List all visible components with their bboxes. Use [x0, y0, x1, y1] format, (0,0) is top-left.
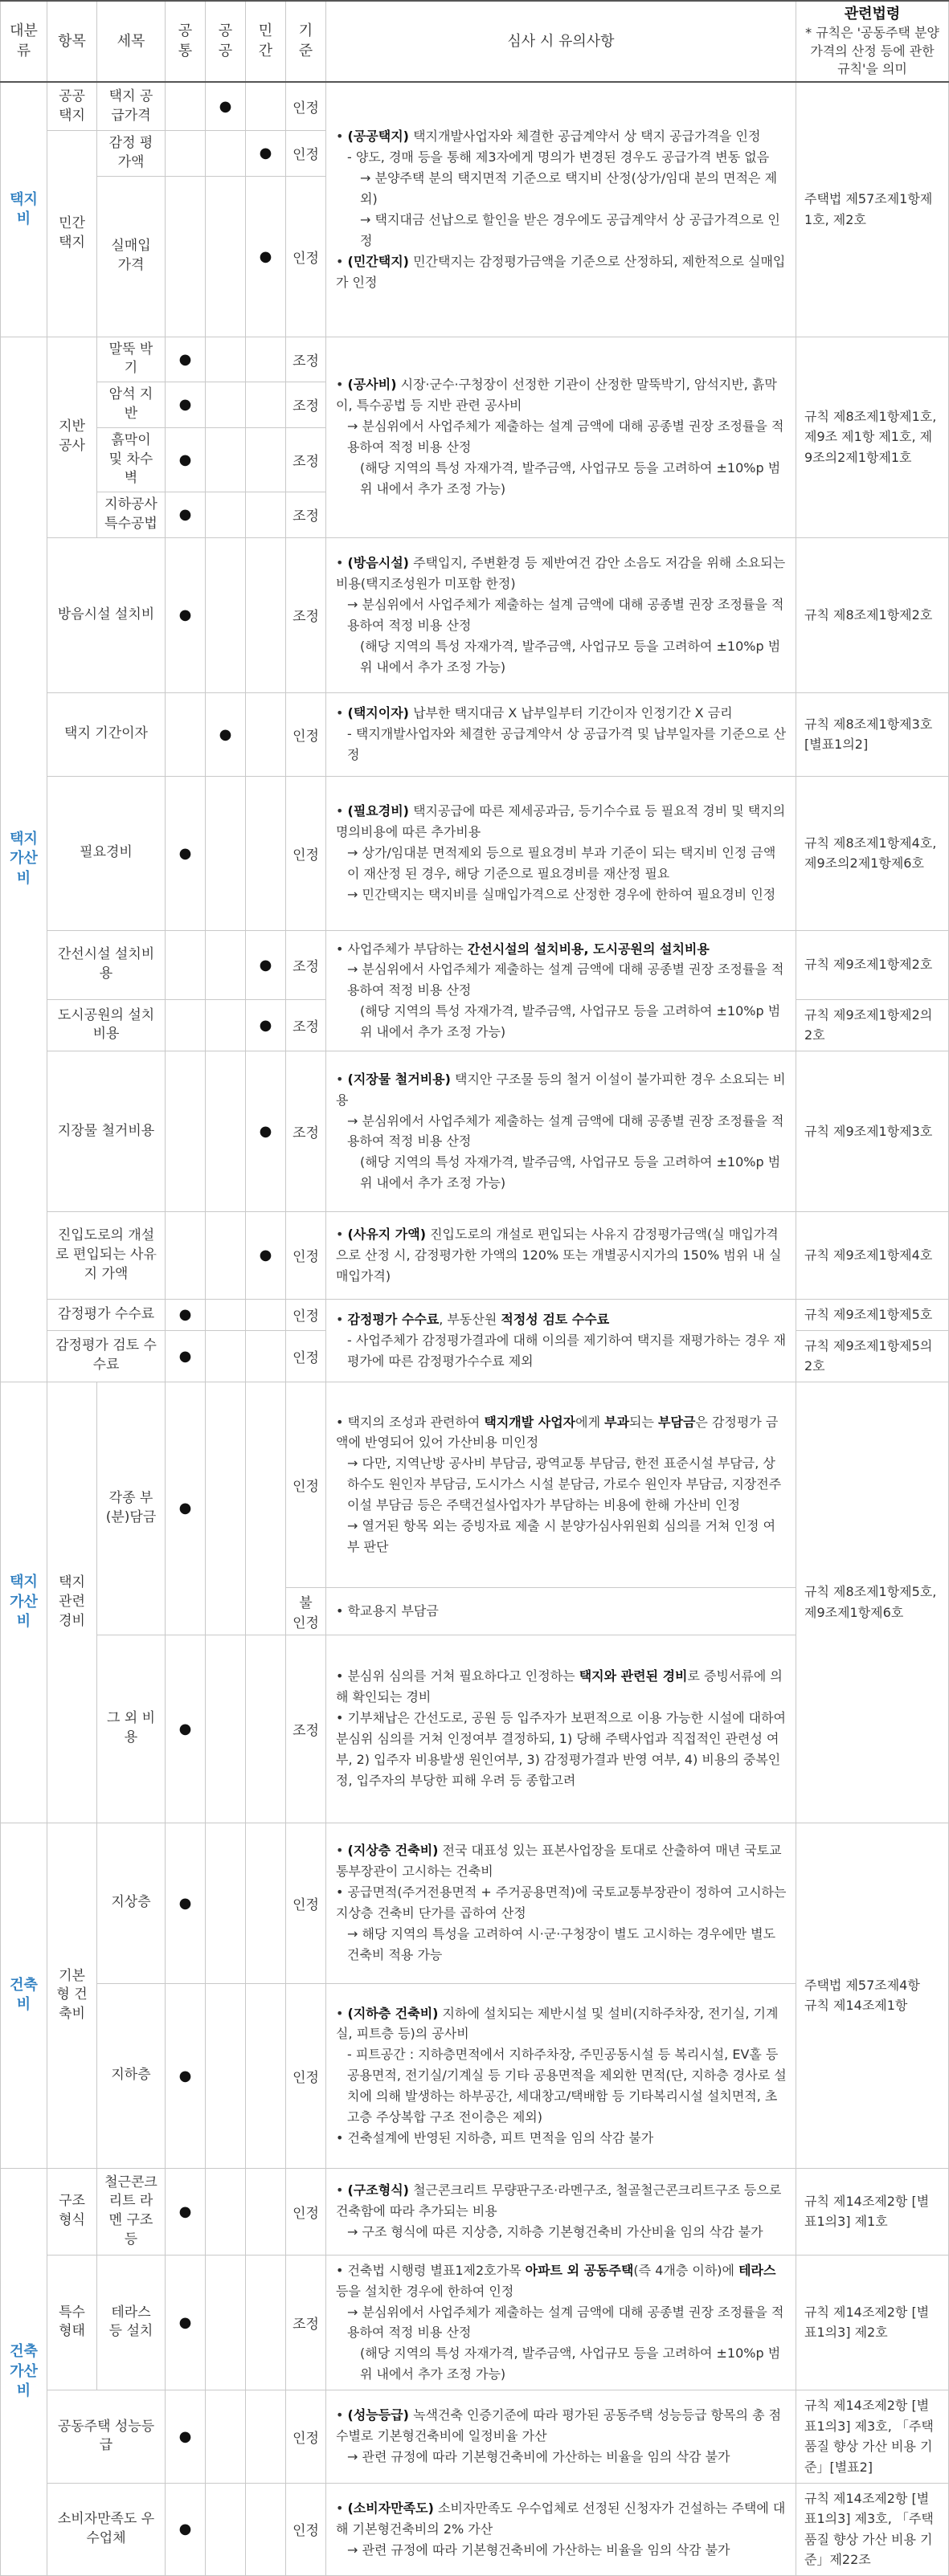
law-perf: 규칙 제14조제2항 [별표1의3] 제3호, 「주택품질 향상 가산 비용 기준」[별표2] — [796, 2390, 949, 2483]
standard-value: 조정 — [286, 382, 326, 428]
detail-burden: 각종 부(분)담금 — [97, 1382, 166, 1635]
note-line: • (택지이자) 납부한 택지대금 X 납부일부터 기간이자 인정기간 X 금리 — [336, 705, 733, 721]
note-line: → 택지대금 선납으로 할인을 받은 경우에도 공급계약서 상 공급가격으로 인정 — [360, 212, 780, 248]
table-row — [1, 1299, 949, 1330]
note-line: (해당 지역의 특성 자재가격, 발주금액, 사업규모 등을 고려하여 ±10%p 범위 내에서 추가 조정 가능) — [360, 2345, 781, 2382]
note-line: • 건축법 시행령 별표1제2호가목 아파트 외 공동주택(즉 4개층 이하)에 테라스 등을 설치한 경우에 한하여 인정 — [336, 2262, 776, 2299]
detail-land-supply: 택지 공급가격 — [97, 82, 166, 130]
note-line: → 해당 지역의 특성을 고려하여 시·군·구청장이 별도 고시하는 경우에만 별도 건축비 적용 가능 — [347, 1926, 776, 1963]
dot-mark: ● — [166, 382, 206, 428]
law-ground: 규칙 제8조제1항제1호, 제9조 제1항 제1호, 제9조의2제1항제1호 — [796, 337, 949, 537]
note-line: • 택지의 조성과 관련하여 택지개발 사업자에게 부과되는 부담금은 감정평가 금액에 반영되어 있어 가산비용 미인정 — [336, 1414, 779, 1451]
dot-mark: ● — [246, 1051, 286, 1211]
dot-mark: ● — [206, 692, 246, 776]
standard-value: 인정 — [286, 1382, 326, 1587]
standard-value: 인정 — [286, 1983, 326, 2168]
detail-steel: 철근콘크 리트 라멘 구조 등 — [97, 2168, 166, 2255]
standard-value: 인정 — [286, 1823, 326, 1983]
standard-value: 인정 — [286, 776, 326, 930]
law-demolish: 규칙 제9조제1항제3호 — [796, 1051, 949, 1211]
law-steel: 규칙 제14조제2항 [별표1의3] 제1호 — [796, 2168, 949, 2255]
category-build: 건축비 — [1, 1823, 47, 2168]
standard-value: 인정 — [286, 692, 326, 776]
law-consumer: 규칙 제14조제2항 [별표1의3] 제3호, 「주택품질 향상 가산 비용 기준」제22조 — [796, 2483, 949, 2575]
note-line: → 분양주택 분의 택지면적 기준으로 택지비 산정(상가/임대 분의 면적은 제외) — [360, 170, 778, 207]
note-line: → 열거된 항목 외는 증빙자료 제출 시 분양가심사위원회 심의를 거쳐 인정 여부 판단 — [347, 1518, 776, 1554]
table-row — [1, 82, 949, 130]
note-line: • (소비자만족도) 소비자만족도 우수업체로 선정된 신청자가 건설하는 주택에 대해 기본형건축비의 2% 가산 — [336, 2500, 786, 2537]
note-line: • (지하층 건축비) 지하에 설치되는 제반시설 및 설비(지하주차장, 전기실, 기계실, 피트층 등)의 공사비 — [336, 2005, 779, 2042]
table-row — [1, 776, 949, 930]
note-line: → 분심위에서 사업주체가 제출하는 설계 금액에 대해 공종별 권장 조정률을 적용하여 적정 비용 산정 — [347, 2304, 784, 2341]
note-line: → 관련 규정에 따라 기본형건축비에 가산하는 비율을 임의 삭감 불가 — [347, 2449, 730, 2465]
header-law-sub: * 규칙은 '공동주택 분양가격의 산정 등에 관한 규칙'을 의미 — [805, 25, 939, 77]
note-line: • (지장물 철거비용) 택지안 구조물 등의 철거 이설이 불가피한 경우 소요되는 비용 — [336, 1071, 786, 1108]
note-line: → 관련 규정에 따라 기본형건축비에 가산하는 비율을 임의 삭감 불가 — [347, 2541, 730, 2558]
dot-mark: ● — [166, 2255, 206, 2390]
dot-mark: ● — [166, 537, 206, 692]
note-line: • (구조형식) 철근콘크리트 무량판구조·라멘구조, 철골철근콘크리트구조 등으로 건축함에 따라 추가되는 비용 — [336, 2182, 782, 2219]
category-land-add-1: 택지 가산비 — [1, 337, 47, 1382]
standard-value: 인정 — [286, 2168, 326, 2255]
note-below-ground — [326, 1983, 796, 2168]
note-line: (해당 지역의 특성 자재가격, 발주금액, 사업규모 등을 고려하여 ±10%p 범위 내에서 추가 조정 가능) — [360, 460, 781, 496]
note-line: • (필요경비) 택지공급에 따른 제세공과금, 등기수수료 등 필요적 경비 및 택지의 명의비용에 따른 추가비용 — [336, 803, 786, 840]
note-soundproof — [326, 537, 796, 692]
note-demolish — [326, 1051, 796, 1211]
note-consumer — [326, 2483, 796, 2575]
note-terrace — [326, 2255, 796, 2390]
note-line: • (사유지 가액) 진입도로의 개설로 편입되는 사유지 감정평가금액(실 매입가격으로 산정 시, 감정평가한 가액의 120% 또는 개별공시지가의 150% 범위 내 실 매입가격) — [336, 1227, 782, 1284]
note-line: → 분심위에서 사업주체가 제출하는 설계 금액에 대해 공종별 권장 조정률을 적용하여 적정 비용 산정 — [347, 418, 784, 455]
law-necessary: 규칙 제8조제1항제4호, 제9조의2제1항제6호 — [796, 776, 949, 930]
standard-value: 조정 — [286, 1051, 326, 1211]
item-public-land: 공공 택지 — [47, 82, 97, 130]
detail-real-purchase: 실매입 가격 — [97, 176, 166, 337]
note-line: • (방음시설) 주택입지, 주변환경 등 제반여건 감안 소음도 저감을 위해 소요되는 비용(택지조성원가 미포함 한정) — [336, 555, 786, 591]
header-item: 항목 — [47, 1, 97, 82]
standard-value: 인정 — [286, 1299, 326, 1330]
standard-value: 조정 — [286, 537, 326, 692]
dot-mark: ● — [246, 930, 286, 999]
law-trunk: 규칙 제9조제1항제2호 — [796, 930, 949, 999]
dot-mark: ● — [166, 2168, 206, 2255]
header-standard: 기준 — [286, 1, 326, 82]
dot-mark: ● — [166, 492, 206, 538]
note-road — [326, 1211, 796, 1299]
note-line: • 공급면적(주거전용면적 + 주거공용면적)에 국토교통부장관이 정하여 고시하는 지상층 건축비 단가를 곱하여 산정 — [336, 1884, 787, 1921]
dot-mark: ● — [246, 999, 286, 1051]
table-row — [1, 537, 949, 692]
standard-value: 조정 — [286, 2255, 326, 2390]
header-law-title: 관련법령 — [844, 6, 901, 22]
standard-value: 조정 — [286, 337, 326, 382]
detail-terrace: 테라스 등 설치 — [97, 2255, 166, 2390]
standard-value: 인정 — [286, 176, 326, 337]
note-steel — [326, 2168, 796, 2255]
table-row — [1, 930, 949, 999]
detail-demolish: 지장물 철거비용 — [47, 1051, 166, 1211]
detail-interest: 택지 기간이자 — [47, 692, 166, 776]
standard-value: 조정 — [286, 427, 326, 492]
category-land-add-2: 택지 가산비 — [1, 1382, 47, 1823]
dot-mark: ● — [166, 1299, 206, 1330]
note-line: → 구조 형식에 따른 지상층, 지하층 기본형건축비 가산비율 임의 삭감 불가 — [347, 2224, 763, 2240]
detail-necessary: 필요경비 — [47, 776, 166, 930]
law-interest: 규칙 제8조제1항제3호 [별표1의2] — [796, 692, 949, 776]
standard-value: 인정 — [286, 2483, 326, 2575]
dot-mark: ● — [166, 1635, 206, 1823]
header-private: 민간 — [246, 1, 286, 82]
dot-mark: ● — [166, 427, 206, 492]
item-private-land: 민간 택지 — [47, 130, 97, 337]
law-appraisal-review: 규칙 제9조제1항제5의2호 — [796, 1330, 949, 1382]
detail-appraisal-review: 감정평가 검토 수수료 — [47, 1330, 166, 1382]
note-perf — [326, 2390, 796, 2483]
dot-mark: ● — [166, 776, 206, 930]
note-line: (해당 지역의 특성 자재가격, 발주금액, 사업규모 등을 고려하여 ±10%p 범위 내에서 추가 조정 가능) — [360, 1154, 781, 1191]
detail-park: 도시공원의 설치비용 — [47, 999, 166, 1051]
detail-road: 진입도로의 개설로 편입되는 사유지 가액 — [47, 1211, 166, 1299]
standard-value: 인정 — [286, 82, 326, 130]
note-line: • 분심위 심의를 거쳐 필요하다고 인정하는 택지와 관련된 경비로 증빙서류에 의해 확인되는 경비 — [336, 1668, 783, 1705]
law-basic-build-2: 규칙 제14조제1항 — [804, 1998, 908, 2014]
table-row — [1, 692, 949, 776]
dot-mark: ● — [166, 1330, 206, 1382]
law-basic-build — [796, 1823, 949, 2168]
detail-soundproof: 방음시설 설치비 — [47, 537, 166, 692]
note-line: • 감정평가 수수료, 부동산원 적정성 검토 수수료 — [336, 1311, 610, 1327]
law-soundproof: 규칙 제8조제1항제2호 — [796, 537, 949, 692]
standard-value: 조정 — [286, 1635, 326, 1823]
detail-above-ground: 지상층 — [97, 1823, 166, 1983]
law-road: 규칙 제9조제1항제4호 — [796, 1211, 949, 1299]
dot-mark: ● — [166, 1983, 206, 2168]
note-appraisal-fee — [326, 1299, 796, 1382]
note-above-ground — [326, 1823, 796, 1983]
detail-consumer: 소비자만족도 우수업체 — [47, 2483, 166, 2575]
note-line: • 기부채납은 간선도로, 공원 등 입주자가 보편적으로 이용 가능한 시설에 대하여 분심위 심의를 거쳐 인정여부 결정하되, 1) 당해 주택사업과 직접적인 관련성 여부, 2) 입주자 비용발생 원인여부, 3) 감정평가결과 반영 여부, 4) 비용의 중복인정, 입주자의 부당한 피해 우려 등 종합고려 — [336, 1710, 786, 1789]
standard-value: 조정 — [286, 492, 326, 538]
note-interest — [326, 692, 796, 776]
table-row — [1, 337, 949, 382]
item-ground-work: 지반 공사 — [47, 337, 97, 537]
note-line: (해당 지역의 특성 자재가격, 발주금액, 사업규모 등을 고려하여 ±10%p 범위 내에서 추가 조정 가능) — [360, 1003, 781, 1040]
note-necessary — [326, 776, 796, 930]
table-row — [1, 2483, 949, 2575]
note-line: • (성능등급) 녹색건축 인증기준에 따라 평가된 공동주택 성능등급 항목의 총 점수별로 기본형건축비에 일정비율 가산 — [336, 2407, 782, 2444]
table-row — [1, 1382, 949, 1587]
header-law — [796, 1, 949, 82]
note-line: - 양도, 경매 등을 통해 제3자에게 명의가 변경된 경우도 공급가격 변동 없음 — [347, 149, 770, 165]
note-line: (해당 지역의 특성 자재가격, 발주금액, 사업규모 등을 고려하여 ±10%p 범위 내에서 추가 조정 가능) — [360, 638, 781, 675]
note-line: • 건축설계에 반영된 지하층, 피트 면적을 임의 삭감 불가 — [336, 2129, 654, 2145]
note-line: • 사업주체가 부담하는 간선시설의 설치비용, 도시공원의 설치비용 — [336, 941, 710, 957]
note-line: → 민간택지는 택지비를 실매입가격으로 산정한 경우에 한하여 필요경비 인정 — [347, 887, 776, 903]
law-land: 주택법 제57조제1항제1호, 제2호 — [796, 82, 949, 337]
header-row — [1, 1, 949, 82]
dot-mark: ● — [166, 2390, 206, 2483]
table-row — [1, 2168, 949, 2255]
note-burden-not — [326, 1587, 796, 1635]
note-line: → 분심위에서 사업주체가 제출하는 설계 금액에 대해 공종별 권장 조정률을 적용하여 적정 비용 산정 — [347, 596, 784, 633]
detail-appraised: 감정 평가액 — [97, 130, 166, 176]
table-row — [1, 2255, 949, 2390]
note-line: • (민간택지) 민간택지는 감정평가금액을 기준으로 산정하되, 제한적으로 실매입가 인정 — [336, 253, 786, 290]
standard-value: 인정 — [286, 2390, 326, 2483]
law-site-cost: 규칙 제8조제1항제5호, 제9조제1항제6호 — [796, 1382, 949, 1823]
detail-other: 그 외 비용 — [97, 1635, 166, 1823]
table-row — [1, 1823, 949, 1983]
note-trunk — [326, 930, 796, 1051]
standard-value: 인정 — [286, 1330, 326, 1382]
standard-value: 인정 — [286, 130, 326, 176]
item-struct-type: 구조 형식 — [47, 2168, 97, 2255]
dot-mark: ● — [166, 1382, 206, 1635]
note-line: - 사업주체가 감정평가결과에 대해 이의를 제기하여 택지를 재평가하는 경우 재평가에 따른 감정평가수수료 제외 — [347, 1332, 787, 1369]
law-terrace: 규칙 제14조제2항 [별표1의3] 제2호 — [796, 2255, 949, 2390]
header-notes: 심사 시 유의사항 — [326, 1, 796, 82]
dot-mark: ● — [166, 1823, 206, 1983]
dot-mark: ● — [166, 2483, 206, 2575]
dot-mark: ● — [166, 337, 206, 382]
note-burden — [326, 1382, 796, 1587]
dot-mark: ● — [246, 1211, 286, 1299]
note-line: → 상가/임대분 면적제외 등으로 필요경비 부과 기준이 되는 택지비 인정 금액이 재산정 된 경우, 해당 기준으로 필요경비를 재산정 필요 — [347, 845, 776, 882]
law-park: 규칙 제9조제1항제2의2호 — [796, 999, 949, 1051]
detail-rock: 암석 지반 — [97, 382, 166, 428]
note-line: • 학교용지 부담금 — [336, 1602, 439, 1619]
category-build-add: 건축 가산비 — [1, 2168, 47, 2575]
header-public: 공공 — [206, 1, 246, 82]
standard-value: 조정 — [286, 930, 326, 999]
detail-appraisal-fee: 감정평가 수수료 — [47, 1299, 166, 1330]
law-basic-build-1: 주택법 제57조제4항 — [804, 1977, 920, 1993]
standard-value: 불 인정 — [286, 1587, 326, 1635]
standard-value: 인정 — [286, 1211, 326, 1299]
table-row — [1, 1051, 949, 1211]
header-common: 공통 — [166, 1, 206, 82]
item-basic-build: 기본형 건축비 — [47, 1823, 97, 2168]
note-line: - 피트공간 : 지하층면적에서 지하주차장, 주민공동시설 등 복리시설, EV홀 등 공용면적, 전기실/기계실 등 기타 공용면적을 제외한 면적(단, 지하층 경사로 설치에 의해 발생하는 하부공간, 세대창고/택배함 등 기타복리시설 설치면적, 초고층 주상복합 구조 전이층은 제외) — [347, 2047, 787, 2125]
item-special-type: 특수 형태 — [47, 2255, 97, 2390]
standard-value: 조정 — [286, 999, 326, 1051]
detail-trunk: 간선시설 설치비용 — [47, 930, 166, 999]
note-other — [326, 1635, 796, 1823]
table-row — [1, 2390, 949, 2483]
detail-underground: 지하공사 특수공법 — [97, 492, 166, 538]
note-line: • (공사비) 시장·군수·구청장이 선정한 기관이 산정한 말뚝박기, 암석지반, 흙막이, 특수공법 등 지반 관련 공사비 — [336, 377, 777, 414]
note-line: → 다만, 지역난방 공사비 부담금, 광역교통 부담금, 한전 표준시설 부담금, 상하수도 원인자 부담금, 도시가스 시설 분담금, 가로수 원인자 부담금, 지장전주 이설 부담금 등은 주택건설사업자가 부담하는 비용에 한해 가산비 인정 — [347, 1455, 782, 1513]
note-line: • (지상층 건축비) 전국 대표성 있는 표본사업장을 토대로 산출하여 매년 국토교통부장관이 고시하는 건축비 — [336, 1843, 782, 1880]
note-line: • (공공택지) 택지개발사업자와 체결한 공급계약서 상 택지 공급가격을 인정 — [336, 129, 761, 145]
note-line: - 택지개발사업자와 체결한 공급계약서 상 공급가격 및 납부일자를 기준으로 산정 — [347, 726, 787, 763]
detail-soft: 흙막이 및 차수벽 — [97, 427, 166, 492]
table-row — [1, 1211, 949, 1299]
note-ground — [326, 337, 796, 537]
category-land: 택지비 — [1, 82, 47, 337]
header-major: 대분류 — [1, 1, 47, 82]
item-site-cost: 택지 관련 경비 — [47, 1382, 97, 1823]
note-line: → 분심위에서 사업주체가 제출하는 설계 금액에 대해 공종별 권장 조정률을 적용하여 적정 비용 산정 — [347, 961, 784, 998]
note-land — [326, 82, 796, 337]
detail-pile: 말뚝 박기 — [97, 337, 166, 382]
note-line: → 분심위에서 사업주체가 제출하는 설계 금액에 대해 공종별 권장 조정률을 적용하여 적정 비용 산정 — [347, 1112, 784, 1149]
detail-perf: 공동주택 성능등급 — [47, 2390, 166, 2483]
law-appraisal-fee: 규칙 제9조제1항제5호 — [796, 1299, 949, 1330]
detail-below-ground: 지하층 — [97, 1983, 166, 2168]
header-detail: 세목 — [97, 1, 166, 82]
dot-mark: ● — [246, 130, 286, 176]
dot-mark: ● — [246, 176, 286, 337]
dot-mark: ● — [206, 82, 246, 130]
